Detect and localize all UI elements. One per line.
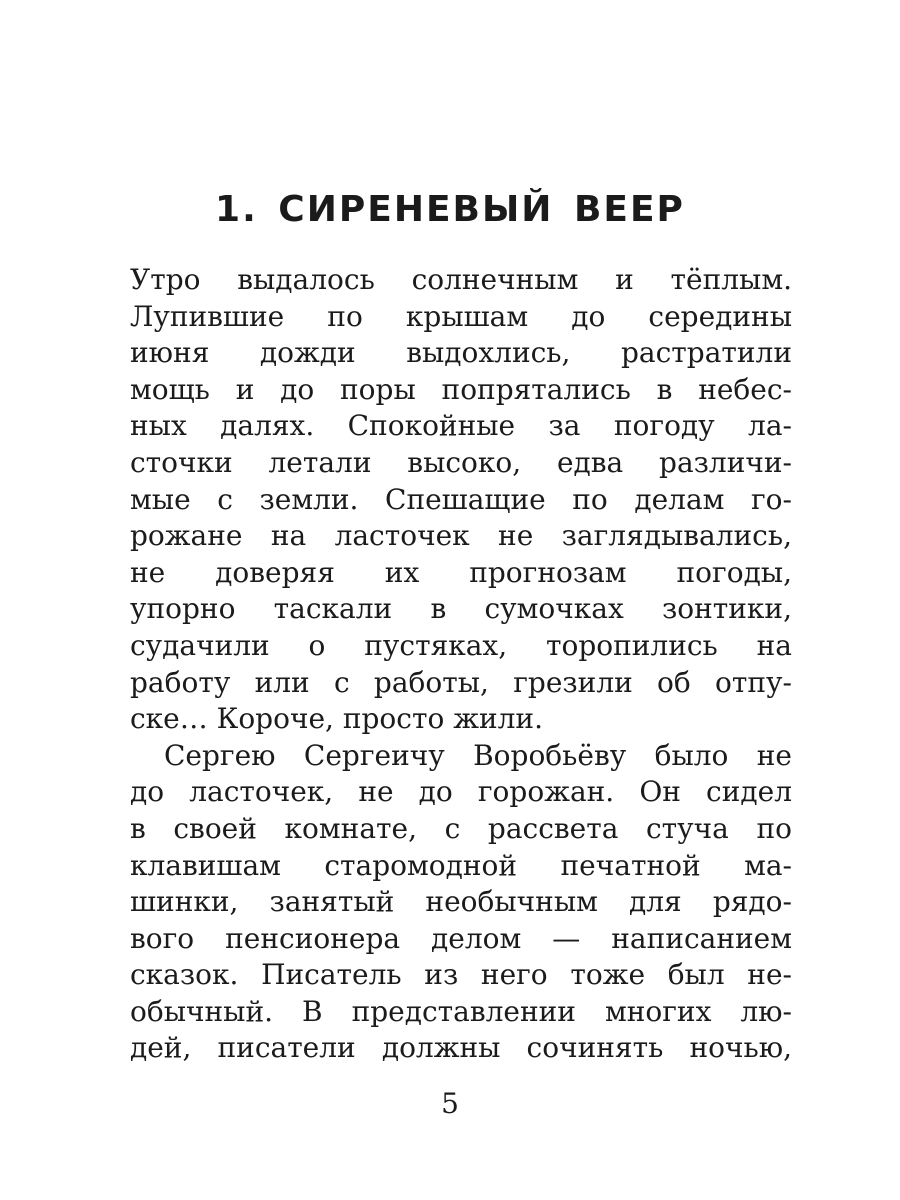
text-line: Лупившие по крышам до середины (130, 299, 792, 333)
text-line: работу или с работы, грезили об отпу- (130, 665, 792, 699)
body-text (130, 262, 792, 1067)
text-line: рожане на ласточек не заглядывались, (130, 519, 792, 553)
text-line: мые с земли. Спешащие по делам го- (130, 482, 792, 516)
text-line: дей, писатели должны сочинять ночью, (130, 1031, 792, 1065)
text-line: ске… Короче, просто жили. (130, 702, 543, 736)
text-line: Утро выдалось солнечным и тёплым. (130, 263, 792, 296)
text-line: июня дожди выдохлись, растратили (130, 336, 792, 370)
text-line: вого пенсионера делом — написанием (130, 921, 792, 955)
chapter-title: 1. СИРЕНЕВЫЙ ВЕЕР (215, 189, 685, 230)
text-line: судачили о пустяках, торопились на (130, 628, 792, 662)
text-line: обычный. В представлении многих лю- (130, 994, 792, 1028)
text-line: не доверяя их прогнозам погоды, (130, 555, 792, 589)
text-line: шинки, занятый необычным для рядо- (130, 885, 792, 919)
text-line: в своей комнате, с рассвета стуча по (130, 811, 792, 845)
text-line: мощь и до поры попрятались в небес- (130, 372, 792, 406)
text-line: ных далях. Спокойные за погоду ла- (130, 409, 792, 443)
text-line: упорно таскали в сумочках зонтики, (130, 592, 792, 626)
text-line: до ласточек, не до горожан. Он сидел (130, 775, 792, 809)
text-line: клавишам старомодной печатной ма- (130, 848, 792, 882)
text-line: сточки летали высоко, едва различи- (130, 445, 792, 479)
text-line: Сергею Сергеичу Воробьёву было не (164, 738, 792, 772)
text-line: сказок. Писатель из него тоже был не- (130, 958, 792, 992)
page-number: 5 (441, 1087, 459, 1120)
